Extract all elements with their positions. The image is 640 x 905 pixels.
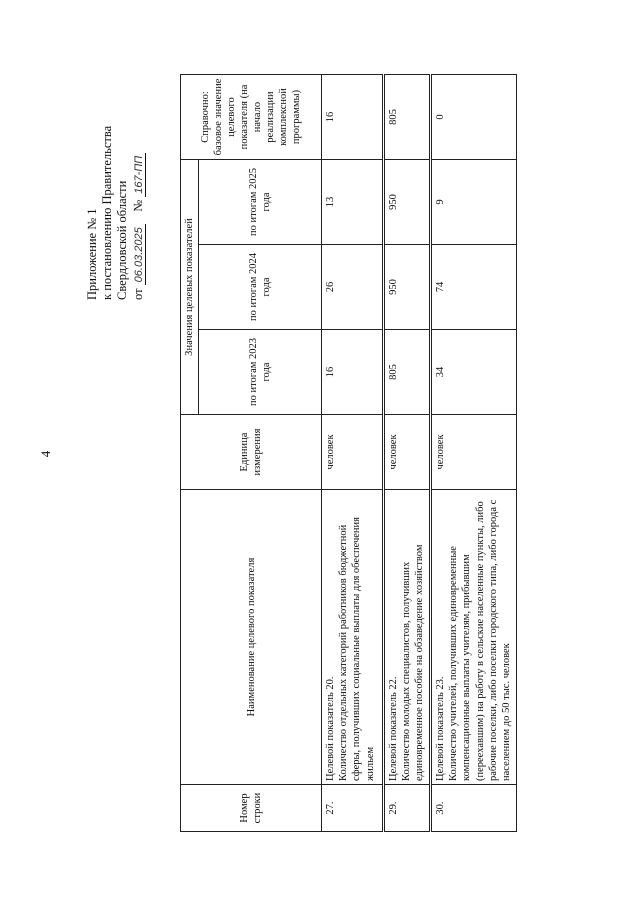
resolution-date: 06.03.2025 bbox=[133, 224, 146, 285]
header-unit: Единица измерения bbox=[181, 415, 322, 490]
header-2024: по итогам 2024 года bbox=[199, 245, 322, 330]
value-2024: 950 bbox=[384, 245, 431, 330]
indicator-description: Количество молодых специалистов, получивших единовременное пособие на обзаведение хозяйством bbox=[401, 544, 426, 781]
value-2024: 74 bbox=[431, 245, 517, 330]
appendix-region-line: Свердловской области bbox=[115, 180, 129, 300]
table-row bbox=[322, 75, 384, 832]
value-2023: 16 bbox=[322, 330, 384, 415]
header-row-number: Номер строки bbox=[181, 785, 322, 832]
reference-value: 16 bbox=[322, 75, 384, 160]
value-2024: 26 bbox=[322, 245, 384, 330]
indicator-description: Количество учителей, получивших единовременные компенсационные выплаты учителям, прибывшим (переехавшим) на работу в сельские населенные пункты, либо рабочие поселки, либо поселки городского типа, либо города с населением до 50 тыс. человек bbox=[448, 499, 512, 781]
indicator-title: Целевой показатель 23. bbox=[435, 676, 447, 781]
header-2023: по итогам 2023 года bbox=[199, 330, 322, 415]
value-2025: 9 bbox=[431, 160, 517, 245]
header-indicator-name: Наименование целевого показателя bbox=[181, 490, 322, 785]
indicators-table bbox=[180, 74, 517, 832]
indicator-description: Количество отдельных категорий работников бюджетной сферы, получивших социальные выплаты для обеспечения жильем bbox=[338, 517, 376, 781]
header-values-group: Значения целевых показателей bbox=[181, 160, 199, 415]
value-2023: 805 bbox=[384, 330, 431, 415]
reference-value: 805 bbox=[384, 75, 431, 160]
appendix-title: Приложение № 1 bbox=[85, 208, 99, 300]
value-2023: 34 bbox=[431, 330, 517, 415]
resolution-number: 167-ПП bbox=[133, 153, 146, 197]
number-prefix: № bbox=[131, 199, 145, 212]
row-number: 27. bbox=[322, 785, 384, 832]
header-reference: Справочно: базовое значение целевого показателя (на начало реализации комплексной программы) bbox=[181, 75, 322, 160]
appendix-resolution-line: к постановлению Правительства bbox=[100, 125, 114, 300]
date-prefix: от bbox=[131, 288, 145, 300]
value-2025: 950 bbox=[384, 160, 431, 245]
row-number: 29. bbox=[384, 785, 431, 832]
page-number: 4 bbox=[38, 450, 53, 458]
header-2025: по итогам 2025 года bbox=[199, 160, 322, 245]
indicator-title: Целевой показатель 20. bbox=[325, 676, 337, 781]
indicator-title: Целевой показатель 22. bbox=[388, 676, 400, 781]
indicators-table-rotated bbox=[180, 74, 640, 832]
unit-cell: человек bbox=[384, 415, 431, 490]
indicator-cell bbox=[431, 490, 517, 785]
unit-cell: человек bbox=[322, 415, 384, 490]
table-row bbox=[431, 75, 517, 832]
appendix-date-line bbox=[132, 153, 145, 300]
value-2025: 13 bbox=[322, 160, 384, 245]
unit-cell: человек bbox=[431, 415, 517, 490]
reference-value: 0 bbox=[431, 75, 517, 160]
indicator-cell bbox=[384, 490, 431, 785]
table-row bbox=[384, 75, 431, 832]
row-number: 30. bbox=[431, 785, 517, 832]
indicator-cell bbox=[322, 490, 384, 785]
